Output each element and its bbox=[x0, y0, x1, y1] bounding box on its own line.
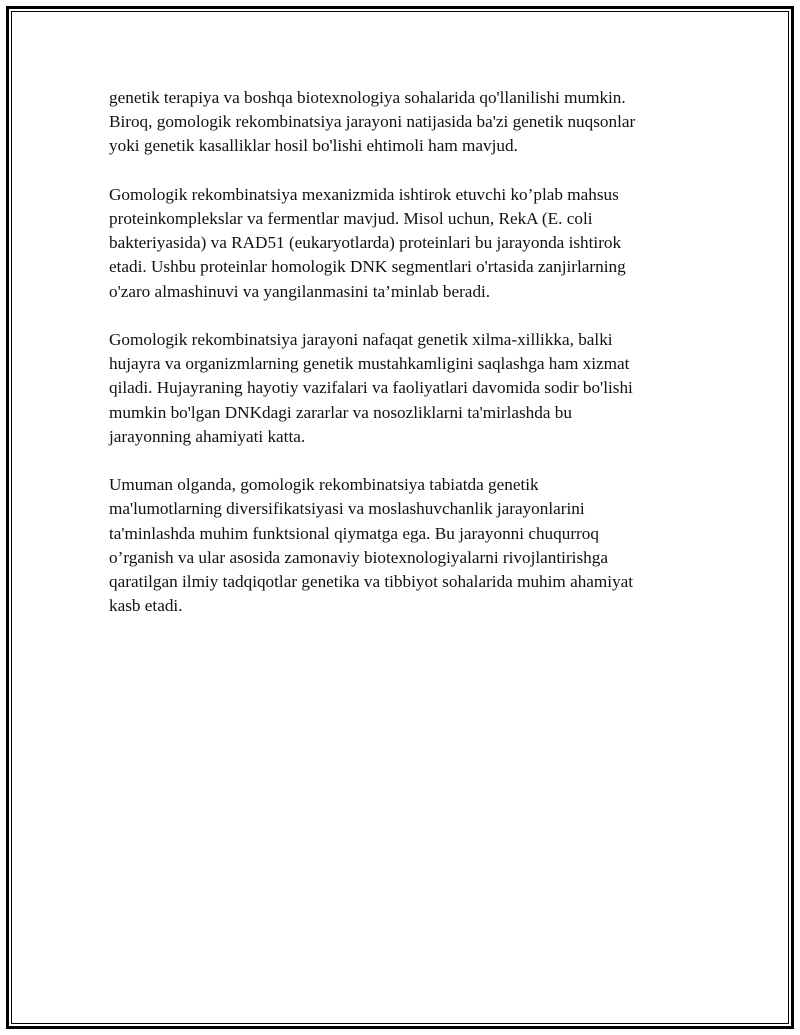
text-line: hujayra va organizmlarning genetik mustahkamligini saqlashga ham xizmat bbox=[109, 354, 630, 374]
text-line: o'zaro almashinuvi va yangilanmasini ta’minlab beradi. bbox=[109, 281, 491, 301]
text-line: qaratilgan ilmiy tadqiqotlar genetika va tibbiyot sohalarida muhim ahamiyat bbox=[109, 572, 634, 592]
text-line: o’rganish va ular asosida zamonaviy biotexnologiyalarni rivojlantirishga bbox=[109, 547, 608, 567]
text-line: kasb etadi. bbox=[109, 596, 183, 616]
text-line: mumkin bo'lgan DNKdagi zararlar va nosozliklarni ta'mirlashda bu bbox=[109, 402, 572, 422]
text-line: bakteriyasida) va RAD51 (eukaryotlarda) proteinlari bu jarayonda ishtirok bbox=[109, 233, 622, 253]
text-line: Umuman olganda, gomologik rekombinatsiya tabiatda genetik bbox=[109, 475, 539, 495]
text-line: qiladi. Hujayraning hayotiy vazifalari va faoliyatlari davomida sodir bo'lishi bbox=[109, 378, 633, 398]
text-line: Biroq, gomologik rekombinatsiya jarayoni natijasida ba'zi genetik nuqsonlar bbox=[109, 112, 636, 132]
document-body bbox=[109, 86, 689, 643]
paragraph-3 bbox=[109, 328, 689, 449]
paragraph-2 bbox=[109, 183, 689, 304]
text-line: proteinkomplekslar va fermentlar mavjud. Misol uchun, RekA (E. coli bbox=[109, 209, 593, 228]
text-line: yoki genetik kasalliklar hosil bo'lishi ehtimoli ham mavjud. bbox=[109, 136, 518, 156]
text-line: Gomologik rekombinatsiya mexanizmida ishtirok etuvchi ko’plab mahsus bbox=[109, 184, 619, 204]
text-line: jarayonning ahamiyati katta. bbox=[109, 426, 306, 446]
text-line: ta'minlashda muhim funktsional qiymatga ega. Bu jarayonni chuqurroq bbox=[109, 523, 599, 543]
text-line: etadi. Ushbu proteinlar homologik DNK segmentlari o'rtasida zanjirlarning bbox=[109, 257, 626, 277]
text-line: genetik terapiya va boshqa biotexnologiya sohalarida qo'llanilishi mumkin. bbox=[109, 88, 626, 107]
text-line: ma'lumotlarning diversifikatsiyasi va moslashuvchanlik jarayonlarini bbox=[109, 499, 585, 519]
paragraph-4 bbox=[109, 473, 689, 618]
text-line: Gomologik rekombinatsiya jarayoni nafaqat genetik xilma-xillikka, balki bbox=[109, 330, 613, 349]
paragraph-1 bbox=[109, 86, 689, 159]
